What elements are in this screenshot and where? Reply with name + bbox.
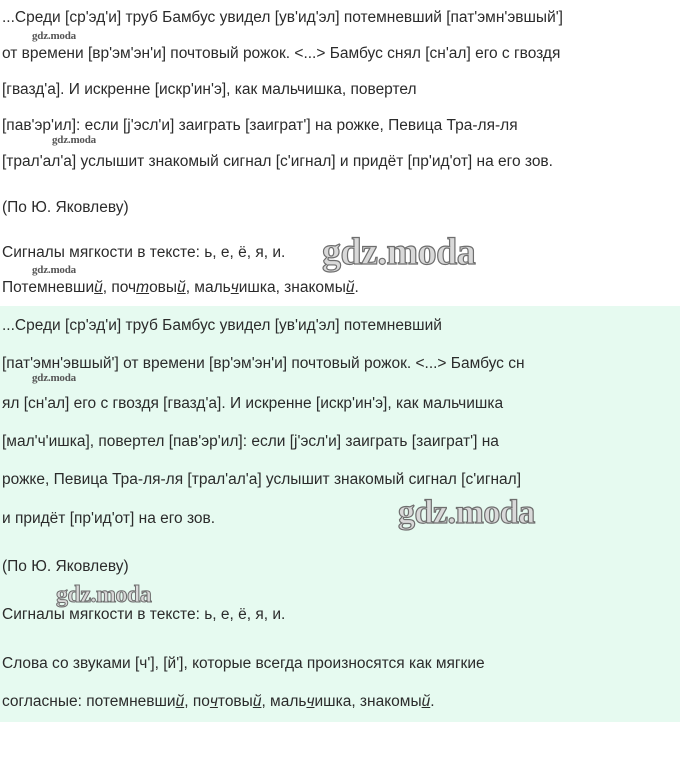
text-line: ...Среди [ср'эд'и] труб Бамбус увидел [ув'ид'эл] потемневший [пат'эмн'эвшый'] <box>2 9 563 26</box>
watermark: gdz.moda <box>52 134 96 146</box>
soft-consonant-words: Потемневший, почтовый, мальчишка, знакомый. <box>2 279 359 296</box>
watermark-large: gdz.moda <box>398 494 535 531</box>
watermark: gdz.moda <box>32 372 76 384</box>
watermark: gdz.moda <box>32 264 76 276</box>
watermark-large: gdz.moda <box>56 582 152 608</box>
soft-consonant-words: согласные: потемневший, почтовый, мальчишка, знакомый. <box>2 693 435 710</box>
watermark-large: gdz.moda <box>322 231 476 273</box>
text-line: [мал'ч'ишка], повертел [пав'эр'ил]: если [j'эсл'и] заиграть [заиграт'] на <box>2 433 499 450</box>
source-attribution: (По Ю. Яковлеву) <box>2 199 129 216</box>
text-line: [пат'эмн'эвшый'] от времени [вр'эм'эн'и] почтовый рожок. <...> Бамбус сн <box>2 355 525 372</box>
text-line: и придёт [пр'ид'от] на его зов. <box>2 510 216 527</box>
text-line: рожке, Певица Тра-ля-ля [трал'ал'а] услышит знакомый сигнал [с'игнал] <box>2 471 522 488</box>
text-line: [пав'эр'ил]: если [j'эсл'и] заиграть [заиграт'] на рожке, Певица Тра-ля-ля <box>2 117 518 134</box>
text-line: ...Среди [ср'эд'и] труб Бамбус увидел [ув'ид'эл] потемневший <box>2 317 442 334</box>
softness-signals: Сигналы мягкости в тексте: ь, е, ё, я, и. <box>2 606 286 623</box>
source-attribution: (По Ю. Яковлеву) <box>2 558 129 575</box>
soft-sounds-line: Слова со звуками [ч'], [й'], которые всегда произносятся как мягкие <box>2 655 485 672</box>
watermark: gdz.moda <box>32 30 76 42</box>
softness-signals: Сигналы мягкости в тексте: ь, е, ё, я, и. <box>2 244 286 261</box>
text-line: [трал'ал'а] услышит знакомый сигнал [с'игнал] и придёт [пр'ид'от] на его зов. <box>2 153 553 170</box>
answer-section <box>0 306 680 722</box>
text-line: ял [сн'ал] его с гвоздя [гвазд'а]. И искренне [искр'ин'э], как мальчишка <box>2 395 504 412</box>
text-line: [гвазд'а]. И искренне [искр'ин'э], как мальчишка, повертел <box>2 81 417 98</box>
text-line: от времени [вр'эм'эн'и] почтовый рожок. <...> Бамбус снял [сн'ал] его с гвоздя <box>2 45 561 62</box>
